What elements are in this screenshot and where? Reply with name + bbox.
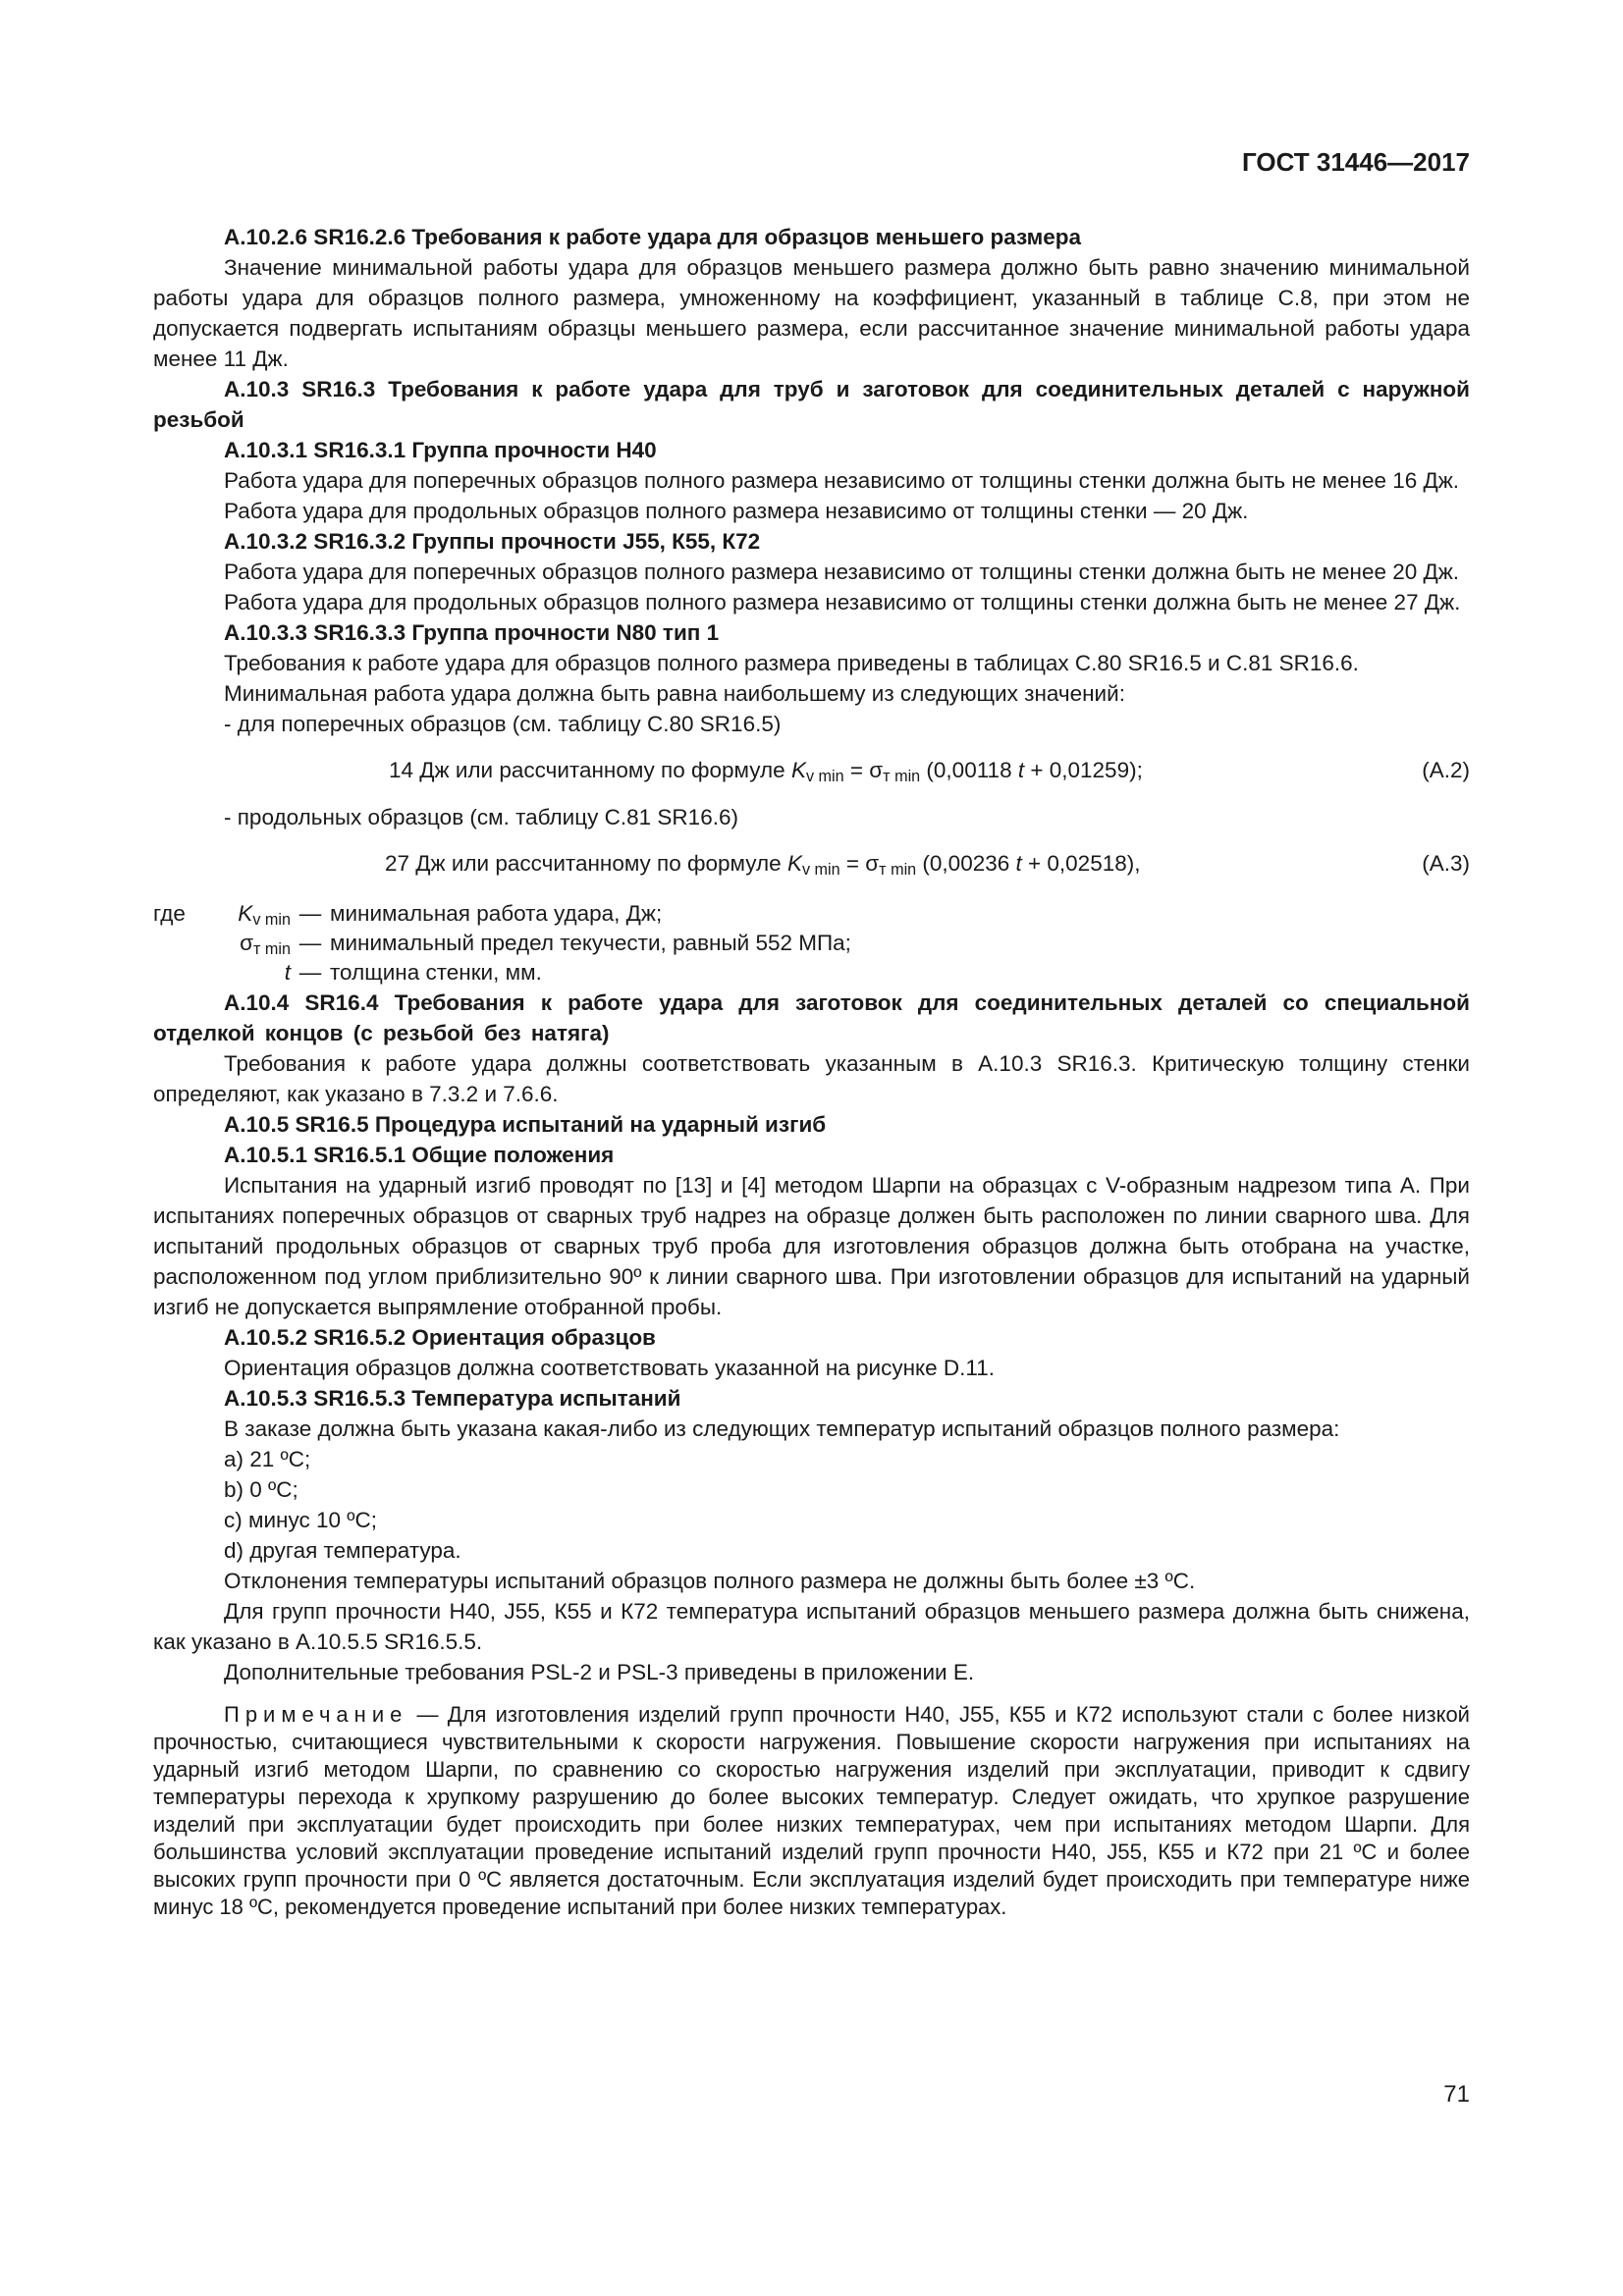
definition-row: где $K_{v min}$ — минимальная работа удара, Дж; (153, 899, 1470, 929)
definition-symbol: где $K_{v min}$ (153, 901, 291, 929)
section-heading: А.10.5.3 SR16.5.3 Температура испытаний (224, 1386, 681, 1411)
section-heading: А.10.3.1 SR16.3.1 Группа прочности Н40 (224, 438, 657, 462)
definition-text: минимальный предел текучести, равный 552 МПа; (330, 931, 851, 955)
list-item: - для поперечных образцов (см. таблицу С.80 SR16.5) (224, 712, 782, 736)
section-heading: А.10.3 SR16.3 Требования к работе удара для труб и заготовок для соединительных деталей с наружной резьбой (153, 377, 1470, 432)
paragraph: Для групп прочности Н40, J55, К55 и К72 температура испытаний образцов меньшего размера должна быть снижена, как указано в А.10.5.5 SR16.5.5. (153, 1599, 1470, 1654)
note-paragraph (153, 1701, 1470, 1921)
formula-a3-number: (А.3) (1422, 851, 1470, 876)
page-number: 71 (1443, 2081, 1470, 2108)
list-item: b) 0 ºС; (224, 1477, 298, 1502)
definition-row: $\sigma_{т min}$ — минимальный предел текучести, равный 552 МПа; (153, 929, 1470, 958)
paragraph: Работа удара для продольных образцов полного размера независимо от толщины стенки — 20 Дж. (224, 499, 1249, 523)
section-heading: А.10.3.2 SR16.3.2 Группы прочности J55, К55, К72 (224, 529, 761, 554)
note-label: Примечание (224, 1702, 408, 1727)
paragraph: Требования к работе удара для образцов полного размера приведены в таблицах С.80 SR16.5 и С.81 SR16.6. (224, 651, 1359, 675)
definition-text: минимальная работа удара, Дж; (330, 901, 663, 926)
list-item: a) 21 ºС; (224, 1447, 311, 1471)
document-code: ГОСТ 31446—2017 (1242, 147, 1470, 177)
section-heading: А.10.5 SR16.5 Процедура испытаний на ударный изгиб (224, 1112, 827, 1137)
section-heading: А.10.3.3 SR16.3.3 Группа прочности N80 тип 1 (224, 620, 720, 645)
list-item: c) минус 10 ºС; (224, 1508, 377, 1532)
formula-a2-number: (А.2) (1422, 758, 1470, 782)
definition-text: толщина стенки, мм. (330, 960, 542, 985)
paragraph: Работа удара для поперечных образцов полного размера независимо от толщины стенки должна быть не менее 16 Дж. (224, 468, 1460, 493)
paragraph: Требования к работе удара должны соответствовать указанным в А.10.3 SR16.3. Критическую толщину стенки определяют, как указано в 7.3.2 и 7.6.6. (153, 1051, 1470, 1106)
formula-a2 (153, 739, 1470, 802)
paragraph: В заказе должна быть указана какая-либо из следующих температур испытаний образцов полного размера: (224, 1416, 1340, 1441)
paragraph: Работа удара для продольных образцов полного размера независимо от толщины стенки должна быть не менее 27 Дж. (224, 590, 1461, 614)
formula-a3 (153, 832, 1470, 895)
note-dash: — (416, 1702, 439, 1727)
spacer (153, 1687, 1470, 1701)
section-heading: А.10.5.1 SR16.5.1 Общие положения (224, 1143, 615, 1167)
paragraph: Испытания на ударный изгиб проводят по [13] и [4] методом Шарпи на образцах с V-образным надрезом типа А. При испытаниях поперечных образцов от сварных труб надрез на образце должен быть расположен по линии сварного шва. Для испытаний продольных образцов от сварных труб проба для изготовления образцов должна быть отобрана на участке, расположенном под углом приблизительно 90º к линии сварного шва. При изготовлении образцов для испытаний на ударный изгиб не допускается выпрямление отобранной пробы. (153, 1173, 1470, 1319)
paragraph: Отклонения температуры испытаний образцов полного размера не должны быть более ±3 ºС. (224, 1569, 1196, 1593)
paragraph: Ориентация образцов должна соответствовать указанной на рисунке D.11. (224, 1356, 995, 1380)
paragraph: Дополнительные требования PSL-2 и PSL-3 приведены в приложении Е. (224, 1660, 975, 1684)
list-item: d) другая температура. (224, 1538, 461, 1563)
document-body (153, 222, 1470, 1921)
paragraph: Значение минимальной работы удара для образцов меньшего размера должно быть равно значению минимальной работы удара для образцов полного размера, умноженному на коэффициент, указанный в таблице С.8, при этом не допускается подвергать испытаниям образцы меньшего размера, если рассчитанное значение минимальной работы удара менее 11 Дж. (153, 255, 1470, 371)
paragraph: Работа удара для поперечных образцов полного размера независимо от толщины стенки должна быть не менее 20 Дж. (224, 560, 1460, 584)
section-heading: А.10.4 SR16.4 Требования к работе удара для заготовок для соединительных деталей со специальной отделкой концов (с резьбой без натяга) (153, 990, 1470, 1045)
section-heading: А.10.5.2 SR16.5.2 Ориентация образцов (224, 1325, 656, 1350)
note-text: Для изготовления изделий групп прочности Н40, J55, К55 и К72 используют стали с более низкой прочностью, считающиеся чувствительными к скорости нагружения. Повышение скорости нагружения при испытаниях на ударный изгиб методом Шарпи, по сравнению со скоростью нагружения изделий при эксплуатации, приводит к сдвигу температуры перехода к хрупкому разрушению до более высоких температур. Следует ожидать, что хрупкое разрушение изделий при эксплуатации будет происходить при более низких температурах, чем при испытаниях методом Шарпи. Для большинства условий эксплуатации проведение испытаний изделий групп прочности Н40, J55, К55 и К72 при 21 ºС и более высоких групп прочности при 0 ºС является достаточным. Если эксплуатация изделий будет происходить при температуре ниже минус 18 ºС, рекомендуется проведение испытаний при более низких температурах. (153, 1702, 1470, 1919)
formula-a3-expression: 27 Дж или рассчитанному по формуле $K_{v min} = \sigma_{т min}$ (0,00236 t + 0,02518), (385, 851, 1141, 879)
formula-a2-expression: 14 Дж или рассчитанному по формуле $K_{v min} = \sigma_{т min}$ (0,00118 t + 0,01259); (389, 758, 1143, 785)
definition-row: t — толщина стенки, мм. (153, 958, 1470, 988)
definitions-list (153, 899, 1470, 988)
list-item: - продольных образцов (см. таблицу С.81 SR16.6) (224, 805, 738, 829)
section-heading: А.10.2.6 SR16.2.6 Требования к работе удара для образцов меньшего размера (224, 225, 1082, 249)
definition-symbol: $\sigma_{т min}$ (240, 931, 291, 958)
paragraph: Минимальная работа удара должна быть равна наибольшему из следующих значений: (224, 681, 1125, 706)
definition-symbol: t (284, 960, 291, 985)
